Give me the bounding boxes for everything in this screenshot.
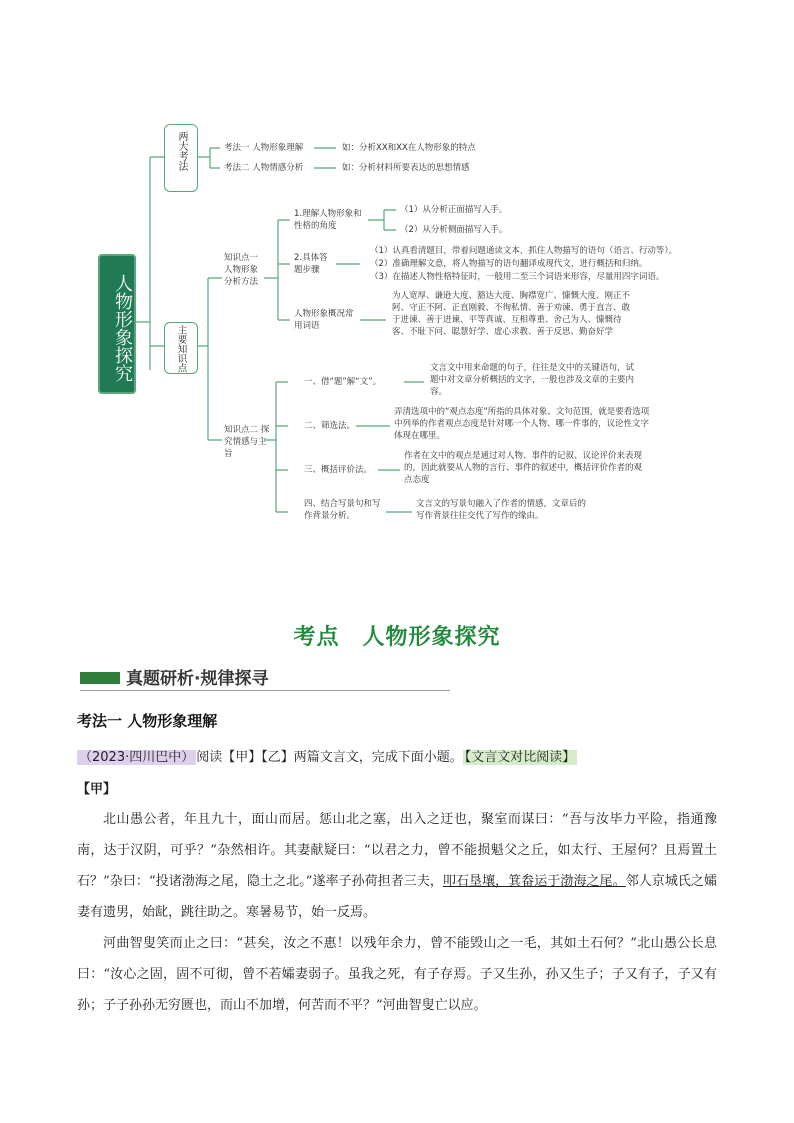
k1-words-text: 为人宽厚、谦逊大度、豁达大度、胸襟宽广、慷慨大度、刚正不阿、守正不阿、正直刚毅、不徇私情、善于劝谏、勇于直言、敢于进谏、善于进谏、平等真诚、互相尊重、舍己为人、慷慨待客、不耻下问、聪慧好学、虚心求教、善于反思、勤奋好学 — [392, 291, 631, 337]
k2-method3-label: 三、概括评价法。 — [304, 465, 373, 475]
k1-angle-label: 1.理解人物形象和性格的角度 — [294, 209, 362, 231]
banner-bar-decoration — [80, 672, 120, 684]
branch-methods-box — [164, 124, 198, 192]
passage-paragraph-1 — [77, 804, 717, 928]
branch-knowledge-box — [164, 322, 198, 374]
branch-knowledge-label: 主要知识点 — [175, 325, 187, 373]
page-title: 考点 人物形象探究 — [293, 625, 501, 650]
section-banner-text: 真题研析·规律探寻 — [126, 669, 269, 689]
k1-words-label: 人物形象概况常用词语 — [294, 309, 354, 331]
paragraph-1-part-a: 北山愚公者，年且九十，面山而居。惩山北之塞，出入之迂也，聚室而谋曰：“吾与汝毕力平险，指通豫南，达于汉阴，可乎？”杂然相许。其妻献疑曰：“以君之力，曾不能损魁父之丘，如太行、王屋何？且焉置土石？”杂曰：“投诸渤海之尾，隐土之北。”遂率子孙荷担者三夫， — [77, 812, 717, 889]
k1-angle-item-1: （1）从分析正面描写入手。 — [400, 205, 508, 215]
instruction-text: 阅读【甲】【乙】两篇文言文，完成下面小题。 — [196, 750, 463, 765]
branch-methods-label: 两大考法 — [176, 131, 187, 171]
knowledge1-label: 知识点一 人物形象分析方法 — [224, 253, 259, 287]
section-banner — [80, 664, 450, 692]
k2-method2-text: 弄清选项中的“观点态度”所指的具体对象、文句范围，就是要看选项中列举的作者观点态度是针对哪一个人物、哪一件事的，议论性文字体现在哪里。 — [394, 407, 650, 441]
method-heading: 考法一 人物形象理解 — [77, 712, 218, 730]
passage-paragraph-2: 河曲智叟笑而止之曰：“甚矣，汝之不惠！以残年余力，曾不能毁山之一毛，其如土石何？”北山愚公长息曰：“汝心之固，固不可彻，曾不若孀妻弱子。虽我之死，有子存焉。子又生孙，孙又生子；子又有子，子又有孙；子子孙孙无穷匮也，而山不加增，何苦而不平？”河曲智叟亡以应。 — [77, 936, 717, 1013]
paragraph-1-part-b: 邻人京城氏之孀妻有遗男，始龀，跳往助之。寒暑易节，始一反焉。 — [77, 874, 717, 920]
question-source-line — [77, 746, 577, 765]
passage-jia-label: 【甲】 — [77, 782, 117, 797]
knowledge2-label: 知识点二 探究情感与主旨 — [224, 425, 270, 459]
type-tag: 【文言文对比阅读】 — [464, 750, 576, 765]
mind-map-root: 人物形象探究 — [98, 254, 136, 394]
k2-method3-text: 作者在文中的观点是通过对人物、事件的记叙、议论评价来表现的，因此就要从人物的言行、事件的叙述中，概括评价作者的观点态度 — [404, 451, 643, 485]
source-tag: （2023·四川巴中） — [79, 750, 195, 765]
method1-label: 考法一 人物形象理解 — [224, 143, 304, 153]
method1-desc: 如：分析XX和XX在人物形象的特点 — [342, 143, 476, 153]
k2-method2-label: 二、筛选法。 — [304, 421, 356, 431]
k1-angle-item-2: （2）从分析侧面描写入手。 — [400, 225, 508, 235]
method2-desc: 如：分析材料所要表达的思想情感 — [342, 163, 470, 173]
banner-underline — [80, 690, 450, 691]
k2-method4-text: 文言文的写景句融入了作者的情感，文章后的写作背景往往交代了写作的缘由。 — [416, 499, 587, 521]
paragraph-1-underlined: 叩石垦壤，箕畚运于渤海之尾。 — [442, 874, 626, 889]
k1-step-3: （3）在描述人物性格特征时，一般用二至三个词语来形容，尽量用四字词语。 — [370, 272, 665, 282]
method2-label: 考法二 人物情感分析 — [224, 163, 304, 173]
k1-step-1: （1）认真看清题目，带着问题通读文本，抓住人物描写的语句（语言、行动等）。 — [370, 246, 678, 256]
k1-step-2: （2）准确理解文意，将人物描写的语句翻译成现代文，进行概括和归纳。 — [370, 259, 648, 269]
k2-method1-label: 一、借“题”解“文”。 — [304, 377, 382, 387]
k1-steps-label: 2.具体答题步骤 — [294, 253, 328, 275]
k2-method1-text: 文言文中用来命题的句子，往往是文中的关键语句，试题中对文章分析概括的文字，一般也涉及文章的主要内容。 — [430, 363, 635, 397]
k2-method4-label: 四、结合写景句和写作背景分析。 — [304, 499, 381, 521]
